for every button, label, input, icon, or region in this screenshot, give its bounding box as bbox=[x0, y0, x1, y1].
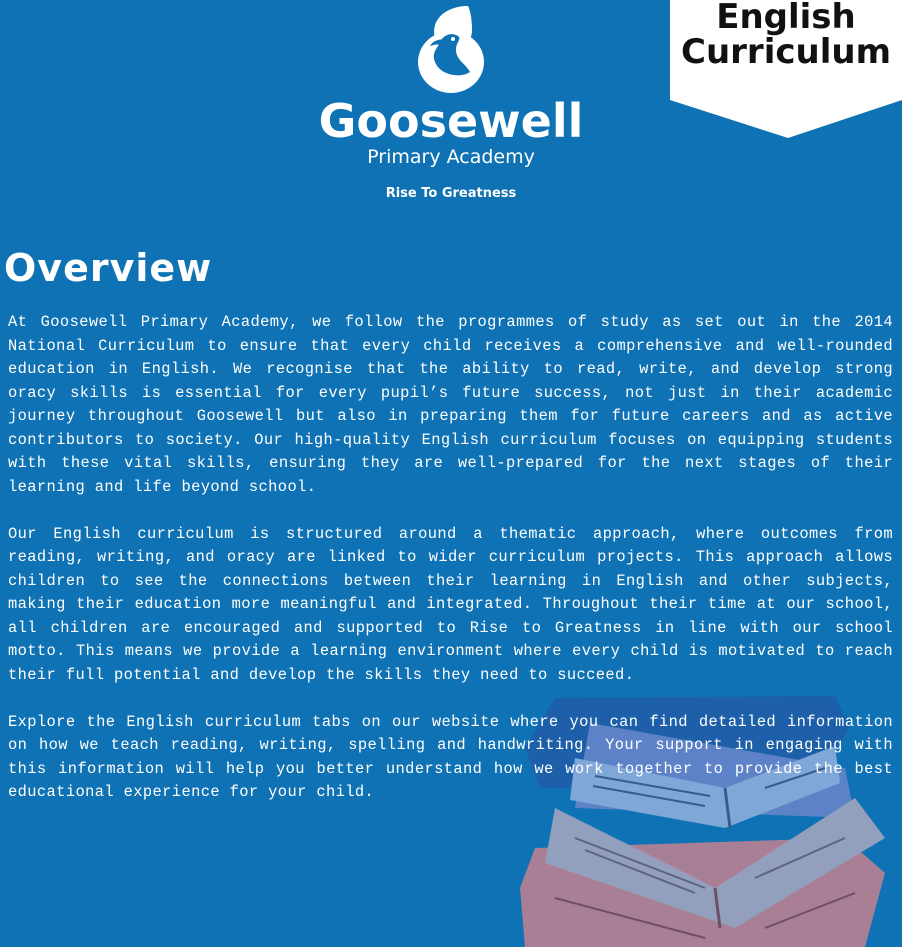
paragraph-explore: Explore the English curriculum tabs on our website where you can find detailed information on how we teach reading, writing, spelling and handwriting. Your support in engaging with this information will help you better understand how we work together to provide the best educational experience for your child. bbox=[8, 712, 893, 801]
goose-icon bbox=[416, 6, 486, 94]
school-name: Goosewell bbox=[318, 94, 584, 148]
curriculum-banner bbox=[670, 0, 902, 140]
banner-line-2: Curriculum bbox=[681, 32, 891, 72]
banner-title bbox=[670, 0, 902, 70]
paragraph-approach: Our English curriculum is structured around a thematic approach, where outcomes from reading, writing, and oracy are linked to wider curriculum projects. This approach allows children to see the connections between their learning in English and other subjects, making their education more meaningful and integrated. Throughout their time at our school, all children are encouraged and supported to Rise to Greatness in line with our school motto. This means we provide a learning environment where every child is motivated to reach their full potential and develop the skills they need to succeed. bbox=[8, 524, 893, 684]
school-subtitle: Primary Academy bbox=[367, 146, 535, 168]
overview-content bbox=[8, 311, 893, 828]
banner-line-1: English bbox=[716, 0, 856, 37]
school-logo bbox=[310, 6, 592, 201]
school-motto: Rise To Greatness bbox=[385, 186, 517, 201]
paragraph-intro: At Goosewell Primary Academy, we follow the programmes of study as set out in the 2014 National Curriculum to ensure that every child receives a comprehensive and well-rounded education in English. We recognise that the ability to read, write, and develop strong oracy skills is essential for every pupil’s future success, not just in their academic journey throughout Goosewell but also in preparing them for future careers and as active contributors to society. Our high-quality English curriculum focuses on equipping students with these vital skills, ensuring they are well-prepared for the next stages of their learning and life beyond school. bbox=[8, 313, 893, 496]
overview-heading: Overview bbox=[4, 246, 213, 290]
